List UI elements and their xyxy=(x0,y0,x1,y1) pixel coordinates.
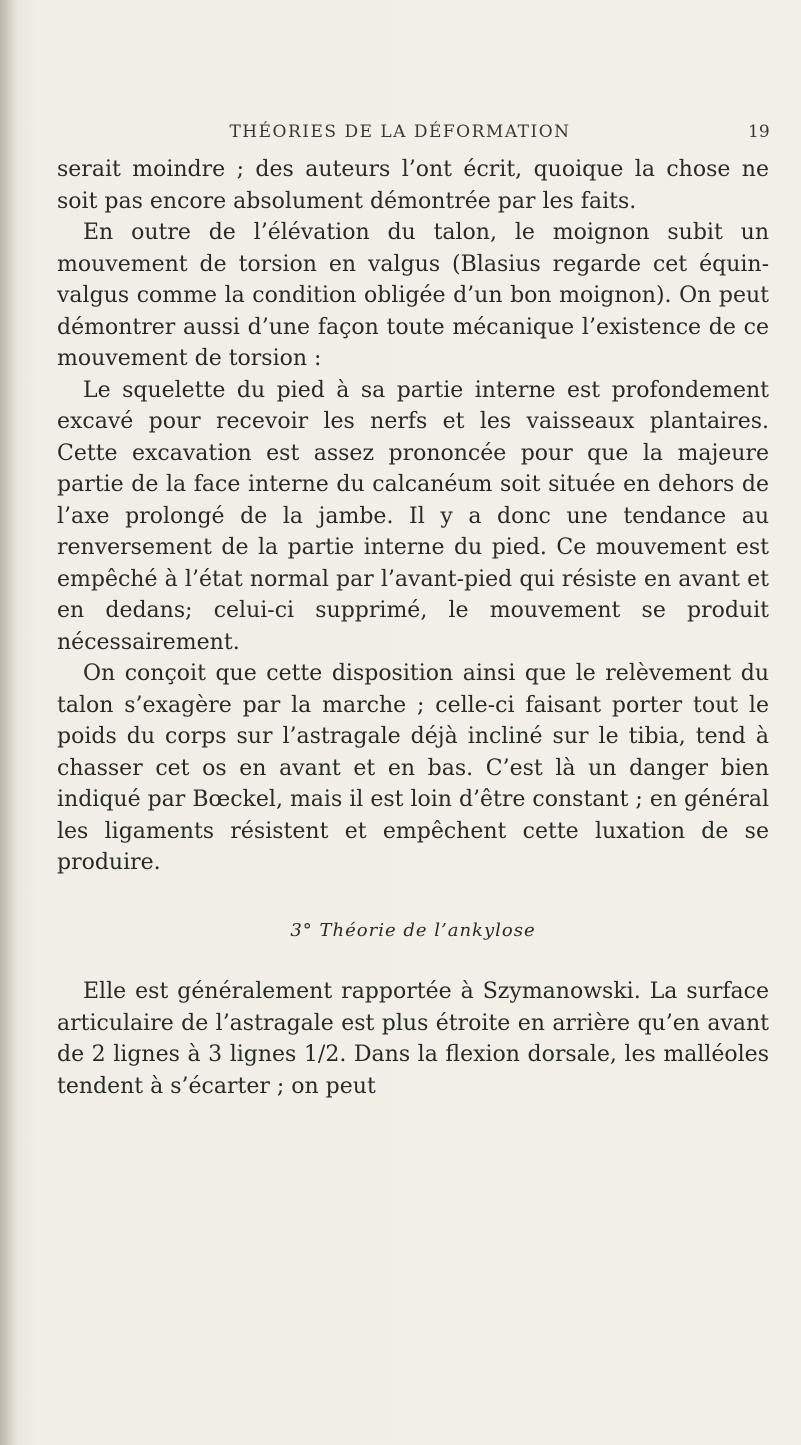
paragraph: Elle est généralement rapportée à Szymanowski. La surface articulaire de l’astragale est plus étroite en arrière qu’en avant de 2 lignes à 3 lignes 1/2. Dans la flexion dorsale, les malléoles tendent à s’écarter ; on peut xyxy=(57,979,769,1099)
paragraph: On conçoit que cette disposition ainsi que le relèvement du talon s’exagère par la marche ; celle-ci faisant porter tout le poids du corps sur l’astragale déjà incliné sur le tibia, tend à chasser cet os en avant et en bas. C’est là un danger bien indiqué par Bœckel, mais il est loin d’être constant ; en général les ligaments résistent et empêchent cette luxation de se produire. xyxy=(57,661,769,875)
paragraph: En outre de l’élévation du talon, le moignon subit un mouvement de torsion en valgus (Blasius regarde cet équin-valgus comme la condition obligée d’un bon moignon). On peut démontrer aussi d’une façon toute mécanique l’existence de ce mouvement de torsion : xyxy=(57,220,769,371)
body-text xyxy=(57,154,769,1102)
running-title: THÉORIES DE LA DÉFORMATION xyxy=(229,122,571,142)
paragraph-continued: serait moindre ; des auteurs l’ont écrit, quoique la chose ne soit pas encore absolument démontrée par les faits. xyxy=(57,157,769,214)
paragraph: Le squelette du pied à sa partie interne est profondement excavé pour recevoir les nerfs et les vaisseaux plantaires. Cette excavation est assez prononcée pour que la majeure partie de la face interne du calcanéum soit située en dehors de l’axe prolongé de la jambe. Il y a donc une tendance au renversement de la partie interne du pied. Ce mouvement est empêché à l’état normal par l’avant-pied qui résiste en avant et en dedans; celui-ci supprimé, le mouvement se produit nécessairement. xyxy=(57,377,769,655)
page-gutter-shadow xyxy=(0,0,18,1445)
page-number: 19 xyxy=(748,122,770,142)
section-heading: 3° Théorie de l’ankylose xyxy=(290,919,536,941)
